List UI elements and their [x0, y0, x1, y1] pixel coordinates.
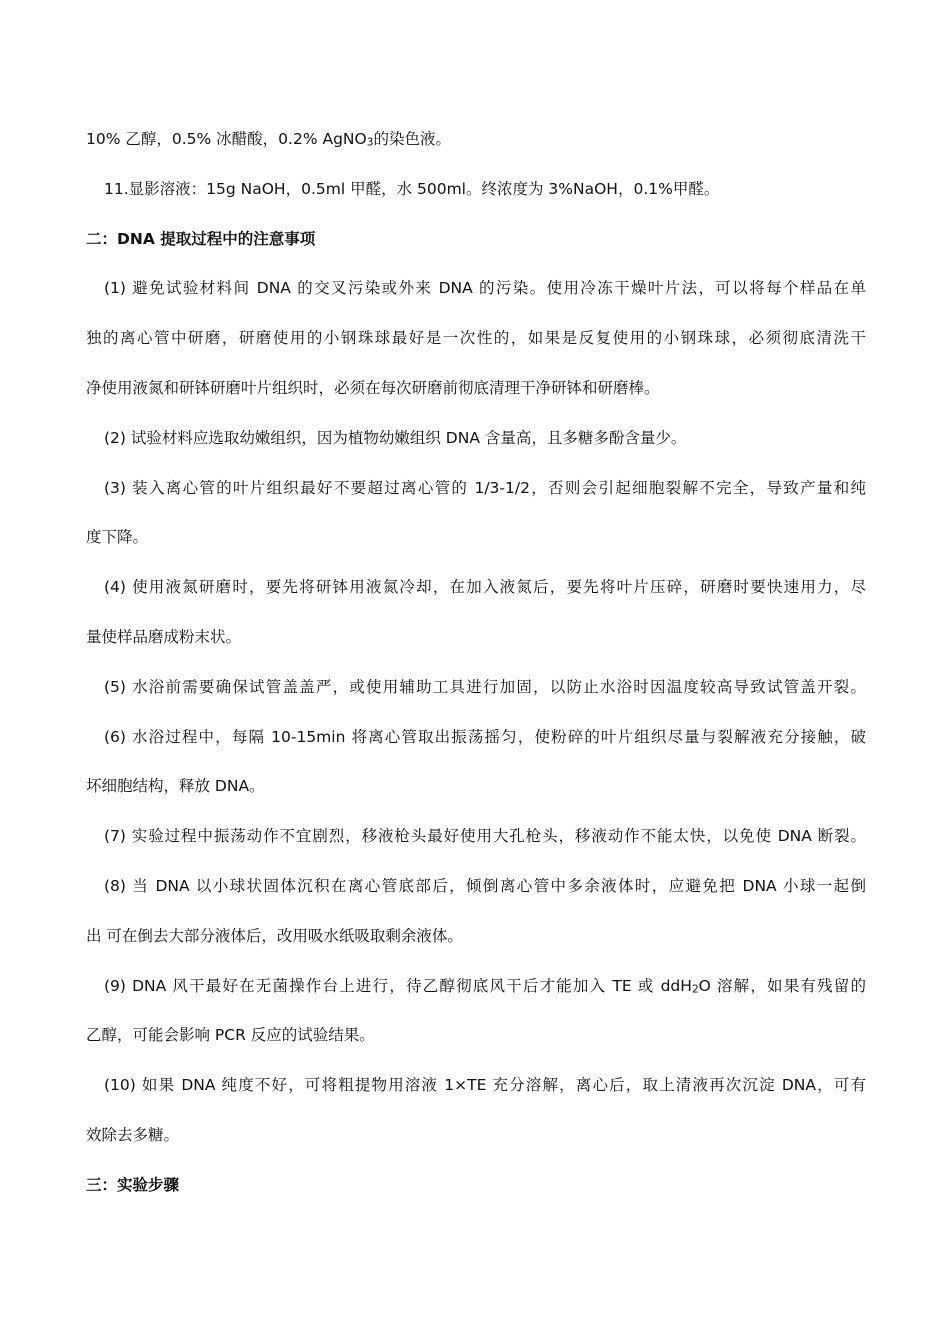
note-6-line-1: (6) 水浴过程中，每隔 10-15min 将离心管取出振荡摇匀，使粉碎的叶片组织尽量与裂解液充分接触，破 [104, 727, 866, 746]
line-developer-solution: 11.显影溶液：15g NaOH，0.5ml 甲醛，水 500ml。终浓度为 3%NaOH，0.1%甲醛。 [104, 179, 720, 198]
subscript: 3 [366, 136, 374, 149]
text-segment: 10% 乙醇，0.5% 冰醋酸，0.2% AgNO [86, 130, 367, 148]
text-segment: (9) DNA 风干最好在无菌操作台上进行，待乙醇彻底风干后才能加入 TE 或 ddH [104, 976, 692, 995]
note-3-line-1: (3) 装入离心管的叶片组织最好不要超过离心管的 1/3-1/2，否则会引起细胞裂解不完全，导致产量和纯 [104, 478, 866, 497]
subscript: 2 [691, 983, 699, 996]
note-4-line-1: (4) 使用液氮研磨时，要先将研钵用液氮冷却，在加入液氮后，要先将叶片压碎，研磨时要快速用力，尽 [104, 578, 866, 597]
note-5: (5) 水浴前需要确保试管盖盖严，或使用辅助工具进行加固，以防止水浴时因温度较高导致试管盖开裂。 [104, 677, 866, 696]
note-7: (7) 实验过程中振荡动作不宜剧烈，移液枪头最好使用大孔枪头，移液动作不能太快，以免使 DNA 断裂。 [104, 827, 866, 846]
note-9-line-1 [86, 962, 866, 1012]
note-8-line-2: 出 可在倒去大部分液体后，改用吸水纸吸取剩余液体。 [86, 926, 463, 945]
note-4-line-2: 量使样品磨成粉末状。 [86, 627, 242, 646]
text-segment: 的染色液。 [373, 130, 451, 148]
note-1-line-2: 独的离心管中研磨，研磨使用的小钢珠球最好是一次性的，如果是反复使用的小钢珠球，必须彻底清洗干 [86, 329, 866, 348]
line-staining-solution [86, 115, 866, 165]
note-3-line-2: 度下降。 [86, 528, 149, 547]
note-10-line-2: 效除去多糖。 [86, 1125, 180, 1144]
section-heading-experiment-steps: 三：实验步骤 [86, 1175, 180, 1194]
note-2: (2) 试验材料应选取幼嫩组织，因为植物幼嫩组织 DNA 含量高，且多糖多酚含量少。 [104, 428, 687, 447]
document-body [86, 115, 866, 1211]
note-1-line-1: (1) 避免试验材料间 DNA 的交叉污染或外来 DNA 的污染。使用冷冻干燥叶片法，可以将每个样品在单 [104, 279, 866, 298]
note-8-line-1: (8) 当 DNA 以小球状固体沉积在离心管底部后，倾倒离心管中多余液体时，应避免把 DNA 小球一起倒 [104, 876, 866, 895]
note-9-line-2: 乙醇，可能会影响 PCR 反应的试验结果。 [86, 1026, 375, 1045]
section-heading-dna-notes: 二：DNA 提取过程中的注意事项 [86, 229, 316, 248]
note-1-line-3: 净使用液氮和研钵研磨叶片组织时，必须在每次研磨前彻底清理干净研钵和研磨棒。 [86, 378, 660, 397]
note-10-line-1: (10) 如果 DNA 纯度不好，可将粗提物用溶液 1×TE 充分溶解，离心后，取上清液再次沉淀 DNA，可有 [104, 1076, 866, 1095]
note-6-line-2: 坏细胞结构，释放 DNA。 [86, 777, 265, 796]
text-segment: O 溶解，如果有残留的 [698, 976, 866, 995]
